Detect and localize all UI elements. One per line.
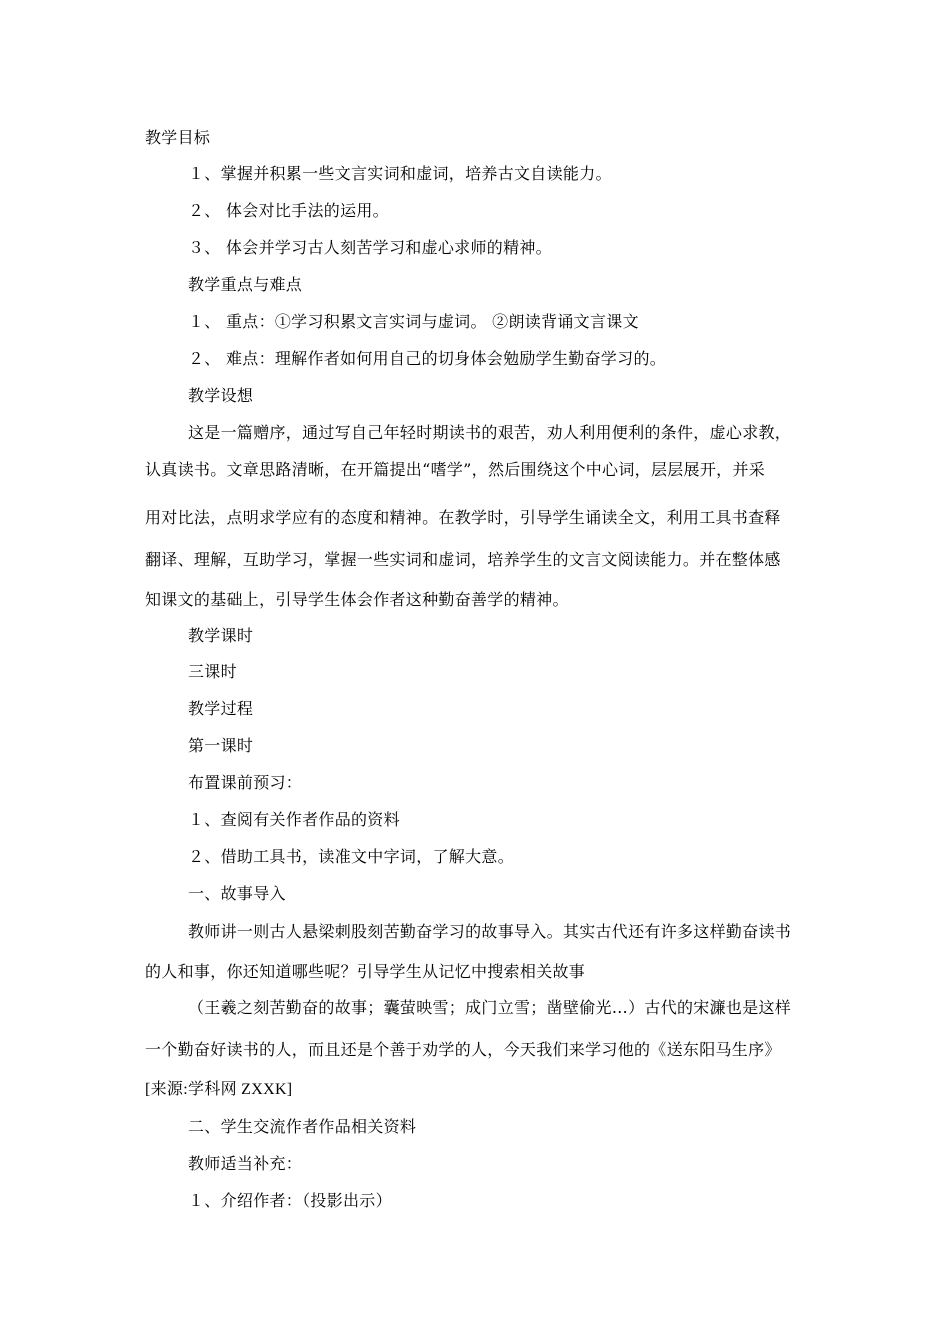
design-paragraph-line: 用对比法，点明求学应有的态度和精神。在教学时，引导学生诵读全文，利用工具书查释 bbox=[145, 508, 781, 527]
goal-item-2: ２、 体会对比手法的运用。 bbox=[188, 201, 389, 220]
preview-item-1: １、查阅有关作者作品的资料 bbox=[188, 810, 400, 829]
key-point-2: ２、 难点：理解作者如何用自己的切身体会勉励学生勤奋学习的。 bbox=[188, 349, 667, 368]
source-note: [来源:学科网 ZXXK] bbox=[145, 1081, 293, 1098]
heading-first-lesson: 第一课时 bbox=[188, 736, 254, 755]
design-paragraph-line: 知课文的基础上，引导学生体会作者这种勤奋善学的精神。 bbox=[145, 590, 569, 609]
heading-teaching-process: 教学过程 bbox=[188, 699, 254, 718]
key-point-1: １、 重点：①学习积累文言实词与虚词。 ②朗读背诵文言课文 bbox=[188, 312, 639, 331]
story-paragraph-line: （王羲之刻苦勤奋的故事；囊萤映雪；成门立雪；凿壁偷光…）古代的宋濂也是这样 bbox=[188, 998, 792, 1017]
design-paragraph-line: 翻译、理解，互助学习，掌握一些实词和虚词，培养学生的文言文阅读能力。并在整体感 bbox=[145, 550, 781, 569]
goal-item-3: ３、 体会并学习古人刻苦学习和虚心求师的精神。 bbox=[188, 238, 552, 257]
design-paragraph-line: 这是一篇赠序，通过写自己年轻时期读书的艰苦，劝人利用便利的条件，虚心求教， bbox=[188, 423, 792, 442]
story-paragraph-line: 一个勤奋好读书的人，而且还是个善于劝学的人，今天我们来学习他的《送东阳马生序》 bbox=[145, 1040, 781, 1059]
design-paragraph-line: 认真读书。文章思路清晰，在开篇提出“嗜学”，然后围绕这个中心词，层层展开，并采 bbox=[145, 460, 766, 479]
goal-item-1: １、掌握并积累一些文言实词和虚词，培养古文自读能力。 bbox=[188, 164, 612, 183]
story-paragraph-line: 教师讲一则古人悬梁刺股刻苦勤奋学习的故事导入。其实古代还有许多这样勤奋读书 bbox=[188, 922, 792, 941]
heading-class-hours: 教学课时 bbox=[188, 626, 254, 645]
teacher-supplement: 教师适当补充： bbox=[188, 1154, 303, 1173]
preview-heading: 布置课前预习： bbox=[188, 773, 303, 792]
author-intro-item: １、介绍作者：（投影出示） bbox=[188, 1191, 392, 1210]
section-author-materials: 二、学生交流作者作品相关资料 bbox=[188, 1117, 417, 1136]
story-paragraph-line: 的人和事，你还知道哪些呢？引导学生从记忆中搜索相关故事 bbox=[145, 962, 586, 981]
heading-key-points: 教学重点与难点 bbox=[188, 275, 303, 294]
class-hours-value: 三课时 bbox=[188, 662, 237, 681]
heading-teaching-design: 教学设想 bbox=[188, 386, 254, 405]
preview-item-2: ２、借助工具书，读准文中字词，了解大意。 bbox=[188, 847, 515, 866]
heading-teaching-goals: 教学目标 bbox=[145, 128, 211, 147]
section-story-intro: 一、故事导入 bbox=[188, 884, 286, 903]
